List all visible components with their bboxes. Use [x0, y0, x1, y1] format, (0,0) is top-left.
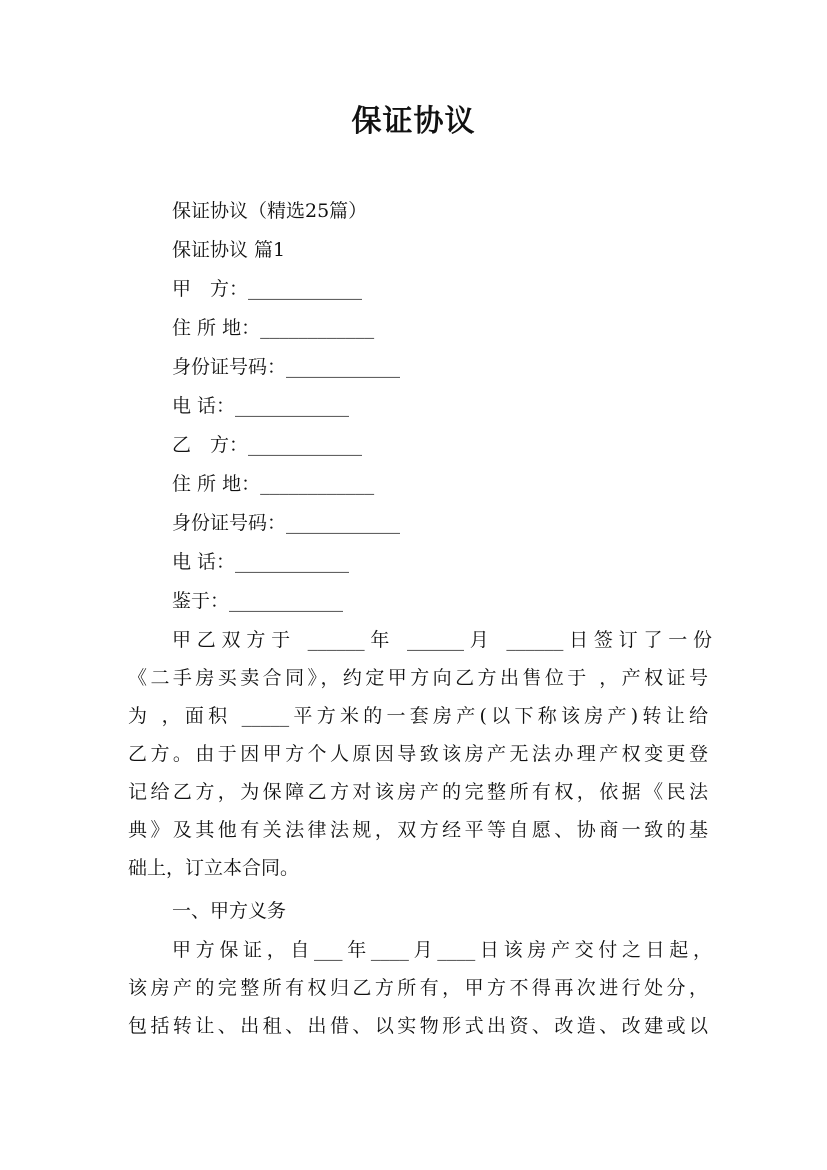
party-b-phone-field: 电 话：____________ [172, 551, 350, 573]
paragraph-line: 础上，订立本合同。 [128, 857, 300, 879]
party-a-id-field: 身份证号码：____________ [172, 356, 401, 378]
paragraph-line: 包括转让、出租、出借、以实物形式出资、改造、改建或以 [128, 1015, 708, 1037]
paragraph-line: 乙方。由于因甲方个人原因导致该房产无法办理产权变更登 [128, 743, 708, 765]
paragraph-line: 记给乙方，为保障乙方对该房产的完整所有权，依据《民法 [128, 781, 708, 803]
paragraph-line: 《二手房买卖合同》，约定甲方向乙方出售位于 ，产权证号 [128, 667, 708, 689]
paragraph-line: 为 ，面积 _____平方米的一套房产(以下称该房产)转让给 [128, 705, 708, 727]
paragraph-line: 典》及其他有关法律法规，双方经平等自愿、协商一致的基 [128, 819, 708, 841]
party-a-name-field: 甲 方：____________ [172, 278, 363, 300]
party-a-phone-field: 电 话：____________ [172, 395, 350, 417]
document-title: 保证协议 [351, 104, 476, 139]
party-b-address-field: 住 所 地：____________ [172, 473, 375, 495]
paragraph-line: 甲乙双方于 ______年 ______月 ______日签订了一份 [172, 629, 712, 651]
paragraph-line: 该房产的完整所有权归乙方所有，甲方不得再次进行处分， [128, 977, 708, 999]
doc-subtitle: 保证协议（精选25篇） [172, 200, 368, 222]
party-a-address-field: 住 所 地：____________ [172, 317, 375, 339]
section-heading-obligations: 一、甲方义务 [172, 900, 287, 922]
party-b-id-field: 身份证号码：____________ [172, 512, 401, 534]
whereas-field: 鉴于：____________ [172, 590, 344, 612]
section-heading: 保证协议 篇1 [172, 239, 286, 261]
paragraph-line: 甲方保证，自___年____月____日该房产交付之日起， [172, 939, 712, 961]
party-b-name-field: 乙 方：____________ [172, 434, 363, 456]
